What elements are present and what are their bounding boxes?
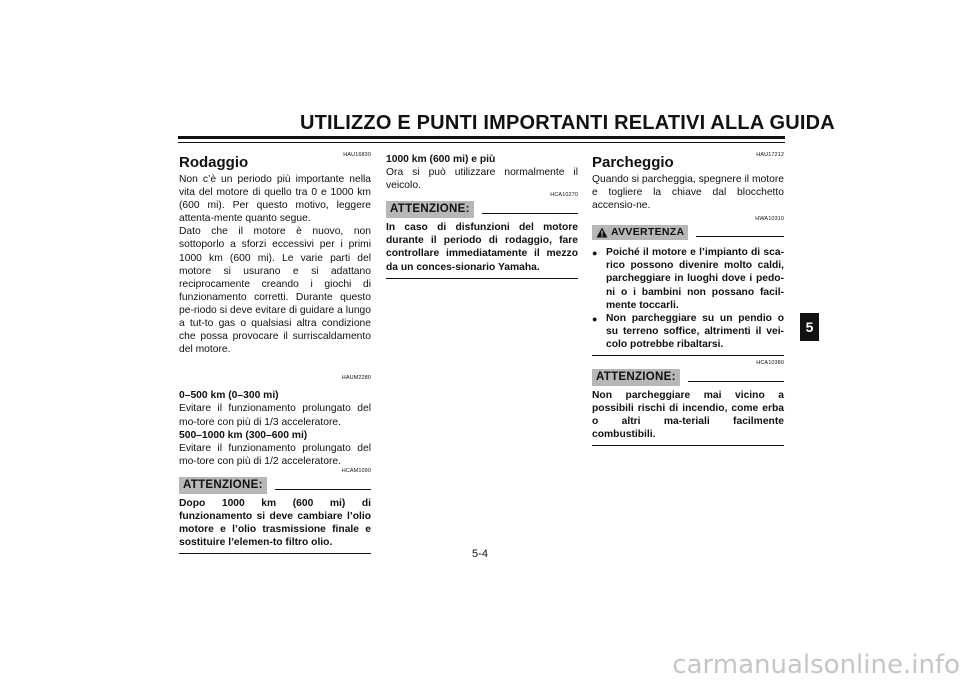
paragraph: Non c’è un periodo più importante nella vita del motore di quello tra 0 e 1000 km (600 mi). Per questo motivo, leggere attenta-mente quanto segue. [179, 174, 371, 225]
caution-code: HCAM1090 [341, 467, 371, 474]
caution-body [592, 389, 784, 446]
warning-body [592, 246, 784, 356]
caution-label: ATTENZIONE: [179, 477, 267, 494]
warning-bullet [592, 312, 784, 351]
watermark: carmanualsonline.info [672, 650, 960, 680]
chapter-tab: 5 [800, 313, 819, 341]
bullet-text: Poiché il motore e l’impianto di sca-rico possono divenire molto caldi, parcheggiare in luoghi dove i pedo-ni o i bambini non possano facil-mente toccarli. [606, 247, 784, 311]
caution-rule [482, 213, 578, 214]
caution-label: ATTENZIONE: [386, 201, 474, 218]
caution-body [386, 221, 578, 278]
caution-rule [275, 489, 371, 490]
warning-bullet [592, 246, 784, 311]
header-rule [178, 136, 785, 139]
warning-label-text: AVVERTENZA [611, 226, 685, 239]
subheading: 1000 km (600 mi) e più [386, 154, 496, 165]
section-title-parcheggio: Parcheggio [592, 154, 674, 171]
warning-triangle-icon [596, 227, 608, 238]
paragraph: Evitare il funzionamento prolungato del mo-tore con più di 1/2 acceleratore. [179, 442, 371, 467]
paragraph: Ora si può utilizzare normalmente il veicolo. [386, 167, 578, 192]
column-2 [386, 153, 578, 279]
caution-rule [688, 381, 784, 382]
caution-text: In caso di disfunzioni del motore durante il periodo di rodaggio, fare controllare immediatamente il mezzo da un conces-sionario Yamaha. [386, 222, 578, 273]
column-1 [179, 152, 371, 554]
section-title-rodaggio: Rodaggio [179, 154, 249, 171]
warning-heading [592, 225, 784, 240]
warning-code: HWA10310 [755, 216, 784, 223]
caution-label: ATTENZIONE: [592, 369, 680, 386]
bullet-icon: ● [592, 248, 598, 259]
caution-heading [179, 477, 371, 494]
section-code: HAUM2280 [341, 375, 371, 382]
warning-rule [696, 236, 784, 237]
caution-code: HCA10270 [550, 192, 578, 199]
caution-heading [386, 201, 578, 218]
subheading: 0–500 km (0–300 mi) [179, 390, 279, 402]
warning-label [592, 225, 688, 240]
caution-code: HCA10380 [756, 360, 784, 367]
bullet-icon: ● [592, 313, 598, 324]
page-number: 5-4 [472, 548, 488, 560]
paragraph: Quando si parcheggia, spegnere il motore e togliere la chiave dal blocchetto accensio-ne. [592, 174, 784, 212]
header-rule-thin [178, 142, 785, 143]
caution-body [179, 497, 371, 554]
caution-heading [592, 369, 784, 386]
paragraph: Evitare il funzionamento prolungato del mo-tore con più di 1/3 acceleratore. [179, 403, 371, 428]
column-3 [592, 152, 784, 446]
paragraph: Dato che il motore è nuovo, non sottoporlo a sforzi eccessivi per i primi 1000 km (600 mi). Le varie parti del motore si usurano e si adattano reciprocamente creando i giochi di funzionamento corretti. Durante questo pe-riodo si deve evitare di guidare a lungo a tut-to gas o qualsiasi altra condizione che possa provocare il surriscaldamento del motore. [179, 226, 371, 356]
caution-text: Non parcheggiare mai vicino a possibili rischi di incendio, come erba o altri ma-teriali facilmente combustibili. [592, 390, 784, 441]
section-code: HAU17212 [756, 152, 784, 158]
page-header-title: UTILIZZO E PUNTI IMPORTANTI RELATIVI ALLA GUIDA [300, 112, 835, 134]
caution-text: Dopo 1000 km (600 mi) di funzionamento si deve cambiare l’olio motore e l’olio trasmissione finale e sostituire l’elemen-to filtro olio. [179, 497, 371, 549]
section-code: HAU16830 [343, 152, 371, 158]
subheading: 500–1000 km (300–600 mi) [179, 429, 308, 441]
bullet-text: Non parcheggiare su un pendio o su terreno soffice, altrimenti il vei-colo potrebbe ribaltarsi. [606, 312, 784, 350]
